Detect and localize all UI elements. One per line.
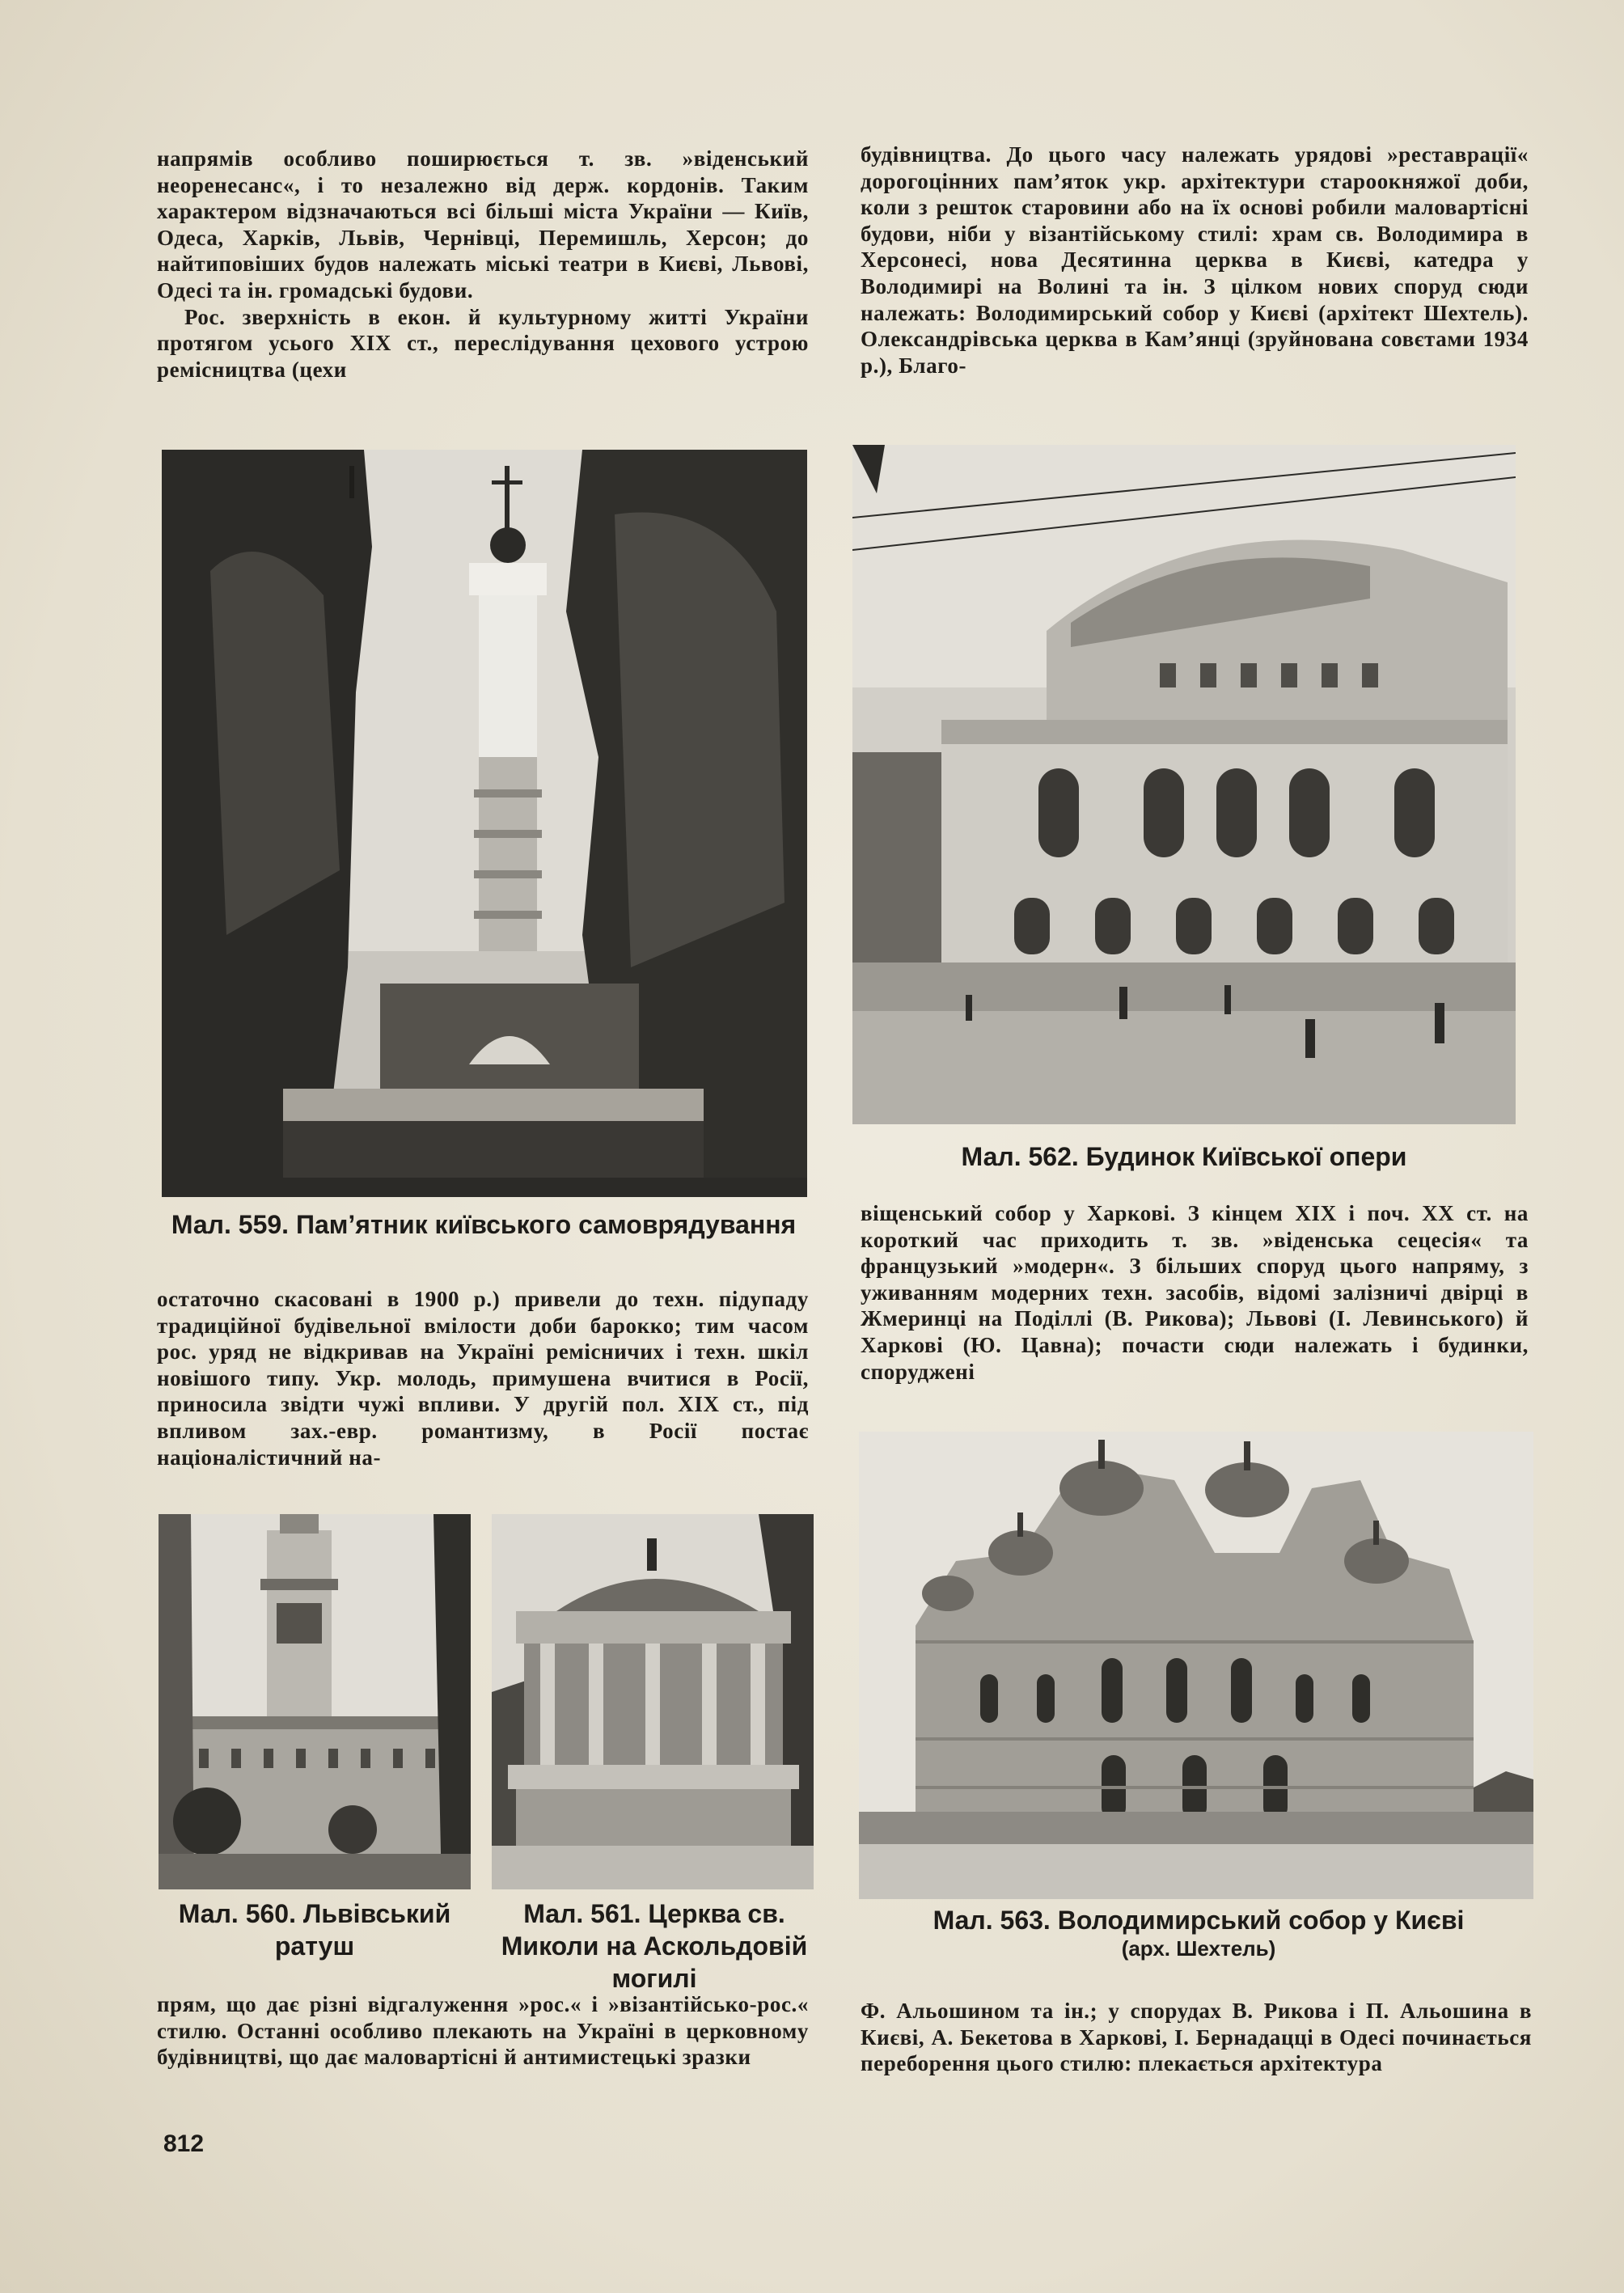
caption-fig-563-title: Мал. 563. Володимирський собор у Києві <box>933 1906 1465 1935</box>
photo-lviv-town-hall <box>159 1514 471 1889</box>
caption-fig-561: Мал. 561. Церква св. Миколи на Аскольдовій могилі <box>501 1899 808 1993</box>
left-column-top-text <box>157 146 809 383</box>
photo-st-volodymyr-cathedral <box>859 1432 1533 1899</box>
right-column-middle-text <box>861 1200 1529 1385</box>
caption-fig-560: Мал. 560. Львівський ратуш <box>178 1899 451 1961</box>
page-number: 812 <box>163 2130 205 2157</box>
paragraph: напрямів особливо поширюється т. зв. »віденський неоренесанс«, і то незалежно від держ. кордонів. Таким характером відзначаються всі більші міста України — Київ, Одеса, Харків, Львів, Чернівці, Перемишль, Херсон; до найтиповіших будов належать міські театри в Києві, Львові, Одесі та ін. громадські будови. <box>157 146 809 302</box>
right-column-bottom-text <box>861 1998 1532 2077</box>
paragraph: віщенський собор у Харкові. З кінцем XIX і поч. XX ст. на короткий час приходить т. зв. »віденська сецесія« та французький »модерн«. З більших споруд цього напряму, з уживанням модерних техн. засобів, відомі залізничі двірці в Жмеринці на Поділлі (В. Рикова); Львові (І. Левинського) й Харкові (Ю. Цавна); почасти сюди належать і будинки, споруджені <box>861 1201 1529 1384</box>
caption-fig-563-subtitle: (арх. Шехтель) <box>1121 1936 1276 1961</box>
left-column-bottom-text <box>157 1991 809 2071</box>
photo-kyiv-opera-house <box>852 445 1516 1124</box>
left-column-middle-text <box>157 1286 809 1470</box>
caption-fig-559: Мал. 559. Пам’ятник київського самоврядування <box>171 1210 797 1239</box>
paragraph: будівництва. До цього часу належать урядові »реставрації« дорогоцінних пам’яток укр. архітектури староокняжої доби, коли з решток старовини або на їх основі робили маловартісні будови, ніби у візантійському стилі: храм св. Володимира в Херсонесі, нова Десятинна церква в Києві, катедра у Володимирі на Волині та ін. З цілком нових споруд сюди належать: Володимирський собор у Києві (архітект Шехтель). Олександрівська церква в Кам’янці (зруйнована совєтами 1934 р.), Благо- <box>861 142 1529 378</box>
right-column-top-text <box>861 142 1529 379</box>
paragraph: Рос. зверхність в екон. й культурному житті України протягом усього XIX ст., переслідування цехового устрою ремісництва (цехи <box>157 304 809 382</box>
paragraph: остаточно скасовані в 1900 р.) привели до техн. підупаду традиційної будівельної вмілости доби барокко; тим часом рос. уряд не відкривав на Україні ремісничих і техн. шкіл новішого типу. Укр. молодь, примушена вчитися в Росії, приносила звідти чужі впливи. У другій пол. XIX ст., під впливом зах.-евр. романтизму, в Росії постає націоналістичний на- <box>157 1287 809 1470</box>
caption-fig-563 <box>859 1904 1538 1961</box>
paragraph: прям, що дає різні відгалуження »рос.« і »візантійсько-рос.« стилю. Останні особливо плекають на Україні в церковному будівництві, що дає маловартісні й антимистецькі зразки <box>157 1992 809 2070</box>
paragraph: Ф. Альошином та ін.; у спорудах В. Рикова і П. Альошина в Києві, А. Бекетова в Харкові, І. Бернадацці в Одесі починається переборення цього стилю: плекається архітектура <box>861 1999 1532 2076</box>
photo-st-nicholas-church <box>492 1514 814 1889</box>
photo-monument-kyiv-self-government <box>162 450 807 1197</box>
caption-fig-562: Мал. 562. Будинок Київської опери <box>961 1142 1407 1171</box>
